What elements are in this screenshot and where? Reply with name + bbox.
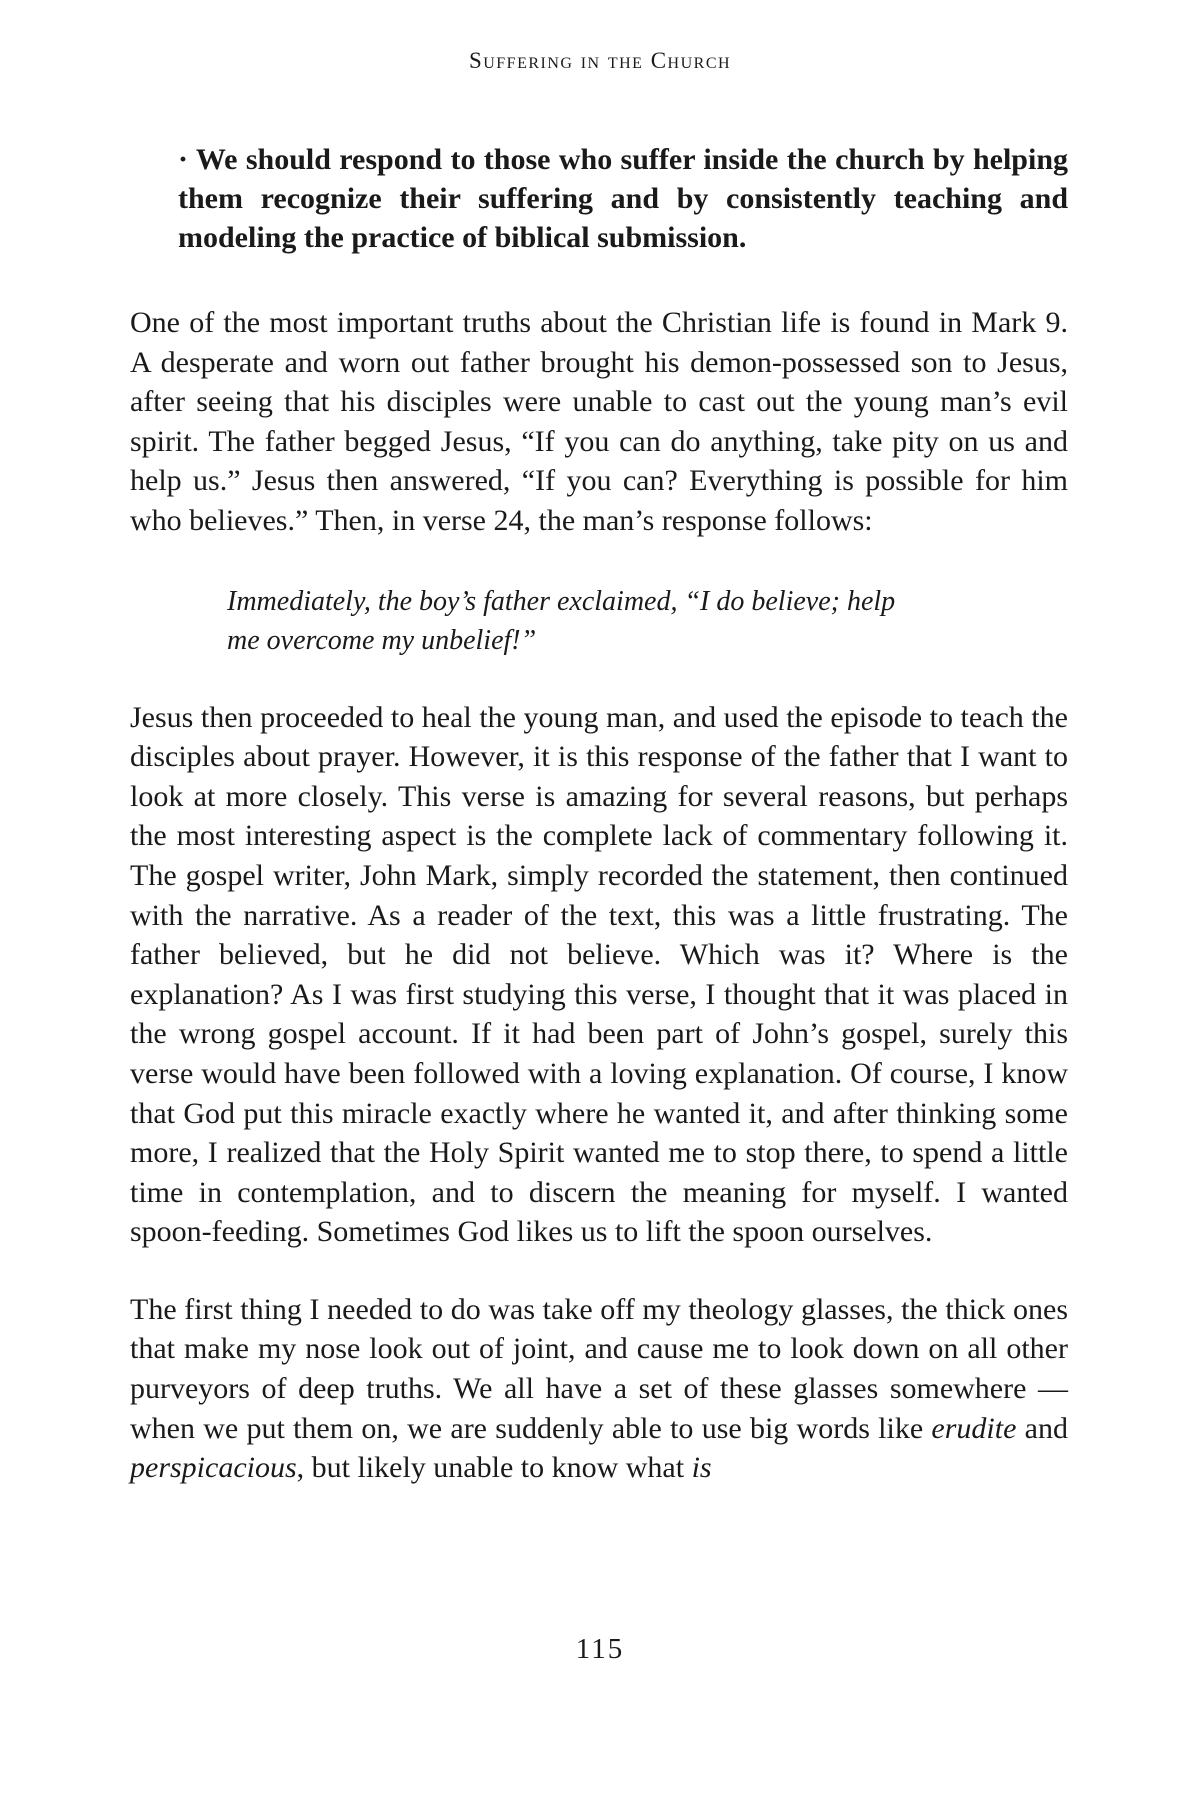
page-body <box>130 140 1068 1488</box>
paragraph-text: The first thing I needed to do was take off my theology glasses, the thick ones that make my nose look out of joint, and cause me to look down on all other purveyors of deep truths. We all have a set of these glasses somewhere — when we put them on, we are suddenly able to use big words like <box>130 1292 1068 1445</box>
paragraph-commentary: Jesus then proceeded to heal the young man, and used the episode to teach the disciples about prayer. However, it is this response of the father that I want to look at more closely. This verse is amazing for several reasons, but perhaps the most interesting aspect is the complete lack of commentary following it. The gospel writer, John Mark, simply recorded the statement, then continued with the narrative. As a reader of the text, this was a little frustrating. The father believed, but he did not believe. Which was it? Where is the explanation? As I was first studying this verse, I thought that it was placed in the wrong gospel account. If it had been part of John’s gospel, surely this verse would have been followed with a loving explanation. Of course, I know that God put this miracle exactly where he wanted it, and after thinking some more, I realized that the Holy Spirit wanted me to stop there, to spend a little time in contemplation, and to discern the meaning for myself. I wanted spoon-feeding. Sometimes God likes us to lift the spoon ourselves. <box>130 700 1068 1249</box>
italic-word: perspicacious <box>130 1451 297 1485</box>
paragraph-theology-glasses <box>130 1290 1068 1488</box>
italic-word: is <box>691 1451 712 1485</box>
paragraph-text: and <box>1016 1411 1068 1445</box>
page-number: 115 <box>575 1633 625 1665</box>
paragraph-text: , but likely unable to know what <box>296 1451 692 1485</box>
running-head: Suffering in the Church <box>468 48 732 73</box>
scripture-block-quote: Immediately, the boy’s father exclaimed, “I do believe; help me overcome my unbelief!” <box>227 585 896 656</box>
spacer <box>130 660 1068 698</box>
italic-word: erudite <box>931 1411 1017 1445</box>
spacer <box>130 257 1068 303</box>
spacer <box>130 541 1068 582</box>
spacer <box>130 1252 1068 1290</box>
summary-bullet: · We should respond to those who suffer inside the church by helping them recognize their suffering and by consistently teaching and modeling the practice of biblical submission. <box>178 143 1068 254</box>
paragraph-mark-9: One of the most important truths about the Christian life is found in Mark 9. A desperate and worn out father brought his demon-possessed son to Jesus, after seeing that his disciples were unable to cast out the young man’s evil spirit. The father begged Jesus, “If you can do anything, take pity on us and help us.” Jesus then answered, “If you can? Everything is possible for him who believes.” Then, in verse 24, the man’s response follows: <box>130 306 1068 537</box>
